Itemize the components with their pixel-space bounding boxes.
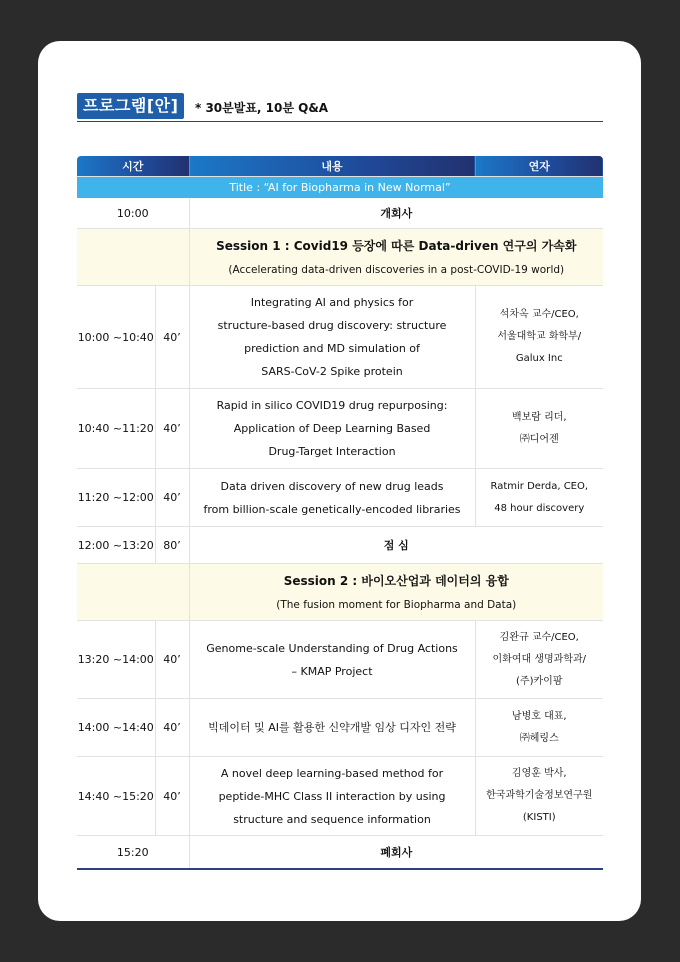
talk2-time: 10:40 ~11:20 (77, 389, 155, 469)
program-table (77, 156, 603, 870)
talk4-row (77, 621, 603, 699)
closing-row (77, 836, 603, 870)
talk6-duration: 40’ (155, 757, 189, 836)
talk4-speaker: 김완규 교수/CEO, 이화여대 생명과학과/ (주)카이팜 (475, 621, 603, 699)
title-row (77, 177, 603, 199)
session2-title: Session 2 : 바이오산업과 데이터의 융합 (283, 574, 509, 588)
program-header (77, 93, 603, 122)
lunch-duration: 80’ (155, 527, 189, 564)
talk4-time: 13:20 ~14:00 (77, 621, 155, 699)
event-title: Title : “AI for Biopharma in New Normal” (77, 177, 603, 199)
talk5-time: 14:00 ~14:40 (77, 699, 155, 757)
talk1-speaker: 석차옥 교수/CEO, 서울대학교 화학부/ Galux Inc (475, 286, 603, 389)
talk3-row (77, 469, 603, 527)
opening-row (77, 198, 603, 229)
talk6-speaker: 김영훈 박사, 한국과학기술정보연구원 (KISTI) (475, 757, 603, 836)
talk2-duration: 40’ (155, 389, 189, 469)
talk5-row (77, 699, 603, 757)
talk2-speaker: 백보람 리더, ㈜디어젠 (475, 389, 603, 469)
session2-subtitle: (The fusion moment for Biopharma and Data) (276, 599, 517, 611)
program-title-badge: 프로그램[안] (77, 93, 184, 119)
talk6-row (77, 757, 603, 836)
col-time: 시간 (77, 156, 189, 177)
talk1-time: 10:00 ~10:40 (77, 286, 155, 389)
session2-row (77, 564, 603, 621)
program-note: * 30분발표, 10분 Q&A (195, 101, 329, 115)
lunch-row (77, 527, 603, 564)
talk5-title: 빅데이터 및 AI를 활용한 신약개발 임상 디자인 전략 (189, 699, 475, 757)
talk4-duration: 40’ (155, 621, 189, 699)
col-content: 내용 (189, 156, 475, 177)
session1-subtitle: (Accelerating data-driven discoveries in a post-COVID-19 world) (228, 264, 565, 276)
talk3-speaker: Ratmir Derda, CEO, 48 hour discovery (475, 469, 603, 527)
opening-time: 10:00 (77, 198, 189, 229)
talk6-time: 14:40 ~15:20 (77, 757, 155, 836)
talk3-duration: 40’ (155, 469, 189, 527)
talk6-title: A novel deep learning-based method for peptide-MHC Class II interaction by using structure and sequence information (189, 757, 475, 836)
opening-label: 개회사 (189, 198, 603, 229)
session1-heading (189, 229, 603, 286)
lunch-label: 점 심 (189, 527, 603, 564)
closing-label: 폐회사 (189, 836, 603, 870)
talk2-row (77, 389, 603, 469)
session1-title: Session 1 : Covid19 등장에 따른 Data-driven 연구의 가속화 (216, 239, 577, 253)
talk5-duration: 40’ (155, 699, 189, 757)
lunch-time: 12:00 ~13:20 (77, 527, 155, 564)
talk1-row (77, 286, 603, 389)
talk2-title: Rapid in silico COVID19 drug repurposing: Application of Deep Learning Based Drug-Target Interaction (189, 389, 475, 469)
talk5-speaker: 남병호 대표, ㈜헤링스 (475, 699, 603, 757)
session1-row (77, 229, 603, 286)
talk1-duration: 40’ (155, 286, 189, 389)
closing-time: 15:20 (77, 836, 189, 870)
col-speaker: 연자 (475, 156, 603, 177)
talk3-time: 11:20 ~12:00 (77, 469, 155, 527)
talk4-title: Genome-scale Understanding of Drug Actions – KMAP Project (189, 621, 475, 699)
table-header-row (77, 156, 603, 177)
talk1-title: Integrating AI and physics for structure-based drug discovery: structure prediction and MD simulation of SARS-CoV-2 Spike protein (189, 286, 475, 389)
session2-heading (189, 564, 603, 621)
talk3-title: Data driven discovery of new drug leads from billion-scale genetically-encoded libraries (189, 469, 475, 527)
